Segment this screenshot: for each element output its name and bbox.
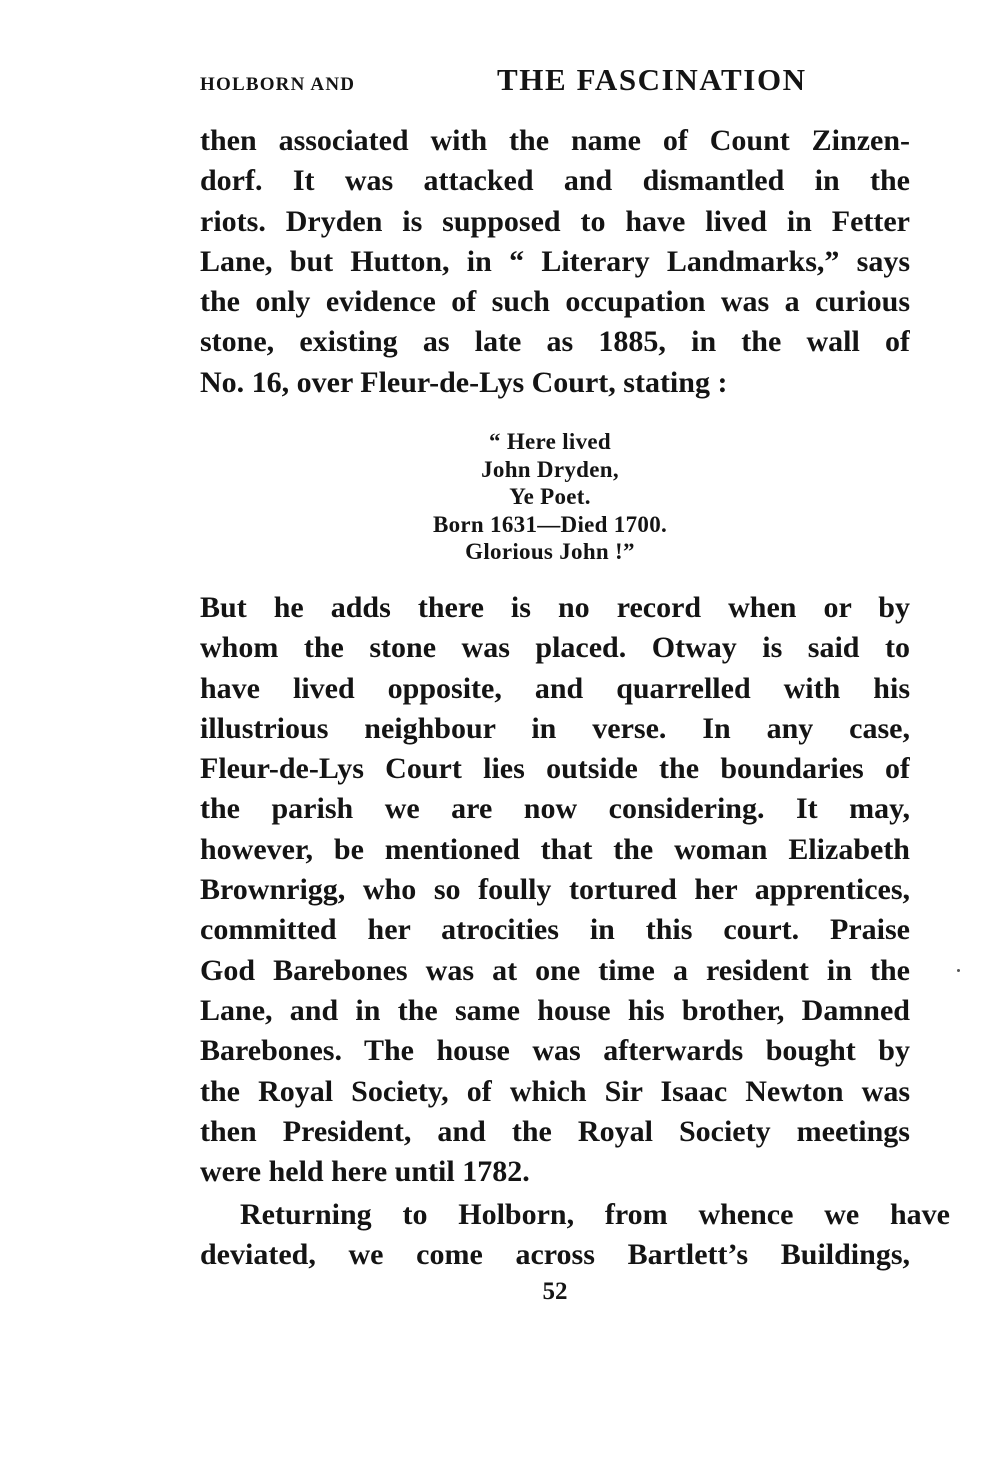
- paragraph-1: [200, 121, 910, 403]
- text-line: riots. Dryden is supposed to have lived in Fetter: [200, 204, 910, 238]
- text-line: Fleur-de-Lys Court lies outside the boundaries of: [200, 752, 910, 786]
- text-line: stone, existing as late as 1885, in the wall of: [200, 325, 910, 359]
- scan-speck: [957, 969, 960, 972]
- text-line: whom the stone was placed. Otway is said to: [200, 631, 910, 665]
- inscription-line: Born 1631—Died 1700.: [432, 511, 668, 537]
- text-line: the Royal Society, of which Sir Isaac Newton was: [200, 1074, 910, 1108]
- paragraph-2: [200, 588, 910, 1192]
- paragraph-3: [200, 1195, 950, 1276]
- text-line: illustrious neighbour in verse. In any case,: [200, 711, 910, 745]
- text-line: Barebones. The house was afterwards bought by: [200, 1034, 910, 1068]
- text-line: then associated with the name of Count Zinzen-: [200, 124, 910, 157]
- inscription-line: Ye Poet.: [509, 484, 591, 509]
- text-line: have lived opposite, and quarrelled with his: [200, 671, 910, 705]
- inscription-line: John Dryden,: [481, 456, 619, 482]
- text-line: committed her atrocities in this court. Praise: [200, 913, 910, 947]
- text-line: the only evidence of such occupation was a curious: [200, 285, 910, 319]
- running-head: [200, 62, 862, 102]
- inscription-quote: [300, 428, 800, 566]
- text-line: Lane, but Hutton, in “ Literary Landmarks,” says: [200, 244, 910, 278]
- text-line: however, be mentioned that the woman Elizabeth: [200, 832, 910, 866]
- inscription-line: Glorious John !”: [465, 539, 635, 564]
- inscription-line: “ Here lived: [489, 429, 611, 454]
- running-head-title: THE FASCINATION: [497, 62, 807, 97]
- running-head-left: HOLBORN AND: [200, 74, 356, 95]
- text-line: But he adds there is no record when or by: [200, 591, 910, 624]
- text-line: God Barebones was at one time a resident in the: [200, 953, 910, 987]
- text-line: No. 16, over Fleur-de-Lys Court, stating :: [200, 365, 728, 399]
- text-line: Returning to Holborn, from whence we have: [240, 1198, 950, 1231]
- text-line: Brownrigg, who so foully tortured her apprentices,: [200, 873, 910, 907]
- text-line: then President, and the Royal Society meetings: [200, 1114, 910, 1148]
- text-line: were held here until 1782.: [200, 1155, 530, 1189]
- text-line: dorf. It was attacked and dismantled in the: [200, 164, 910, 198]
- page-number: 52: [542, 1278, 568, 1305]
- text-line: Lane, and in the same house his brother, Damned: [200, 993, 910, 1027]
- text-line: deviated, we come across Bartlett’s Buildings,: [200, 1238, 910, 1272]
- text-line: the parish we are now considering. It may,: [200, 792, 910, 826]
